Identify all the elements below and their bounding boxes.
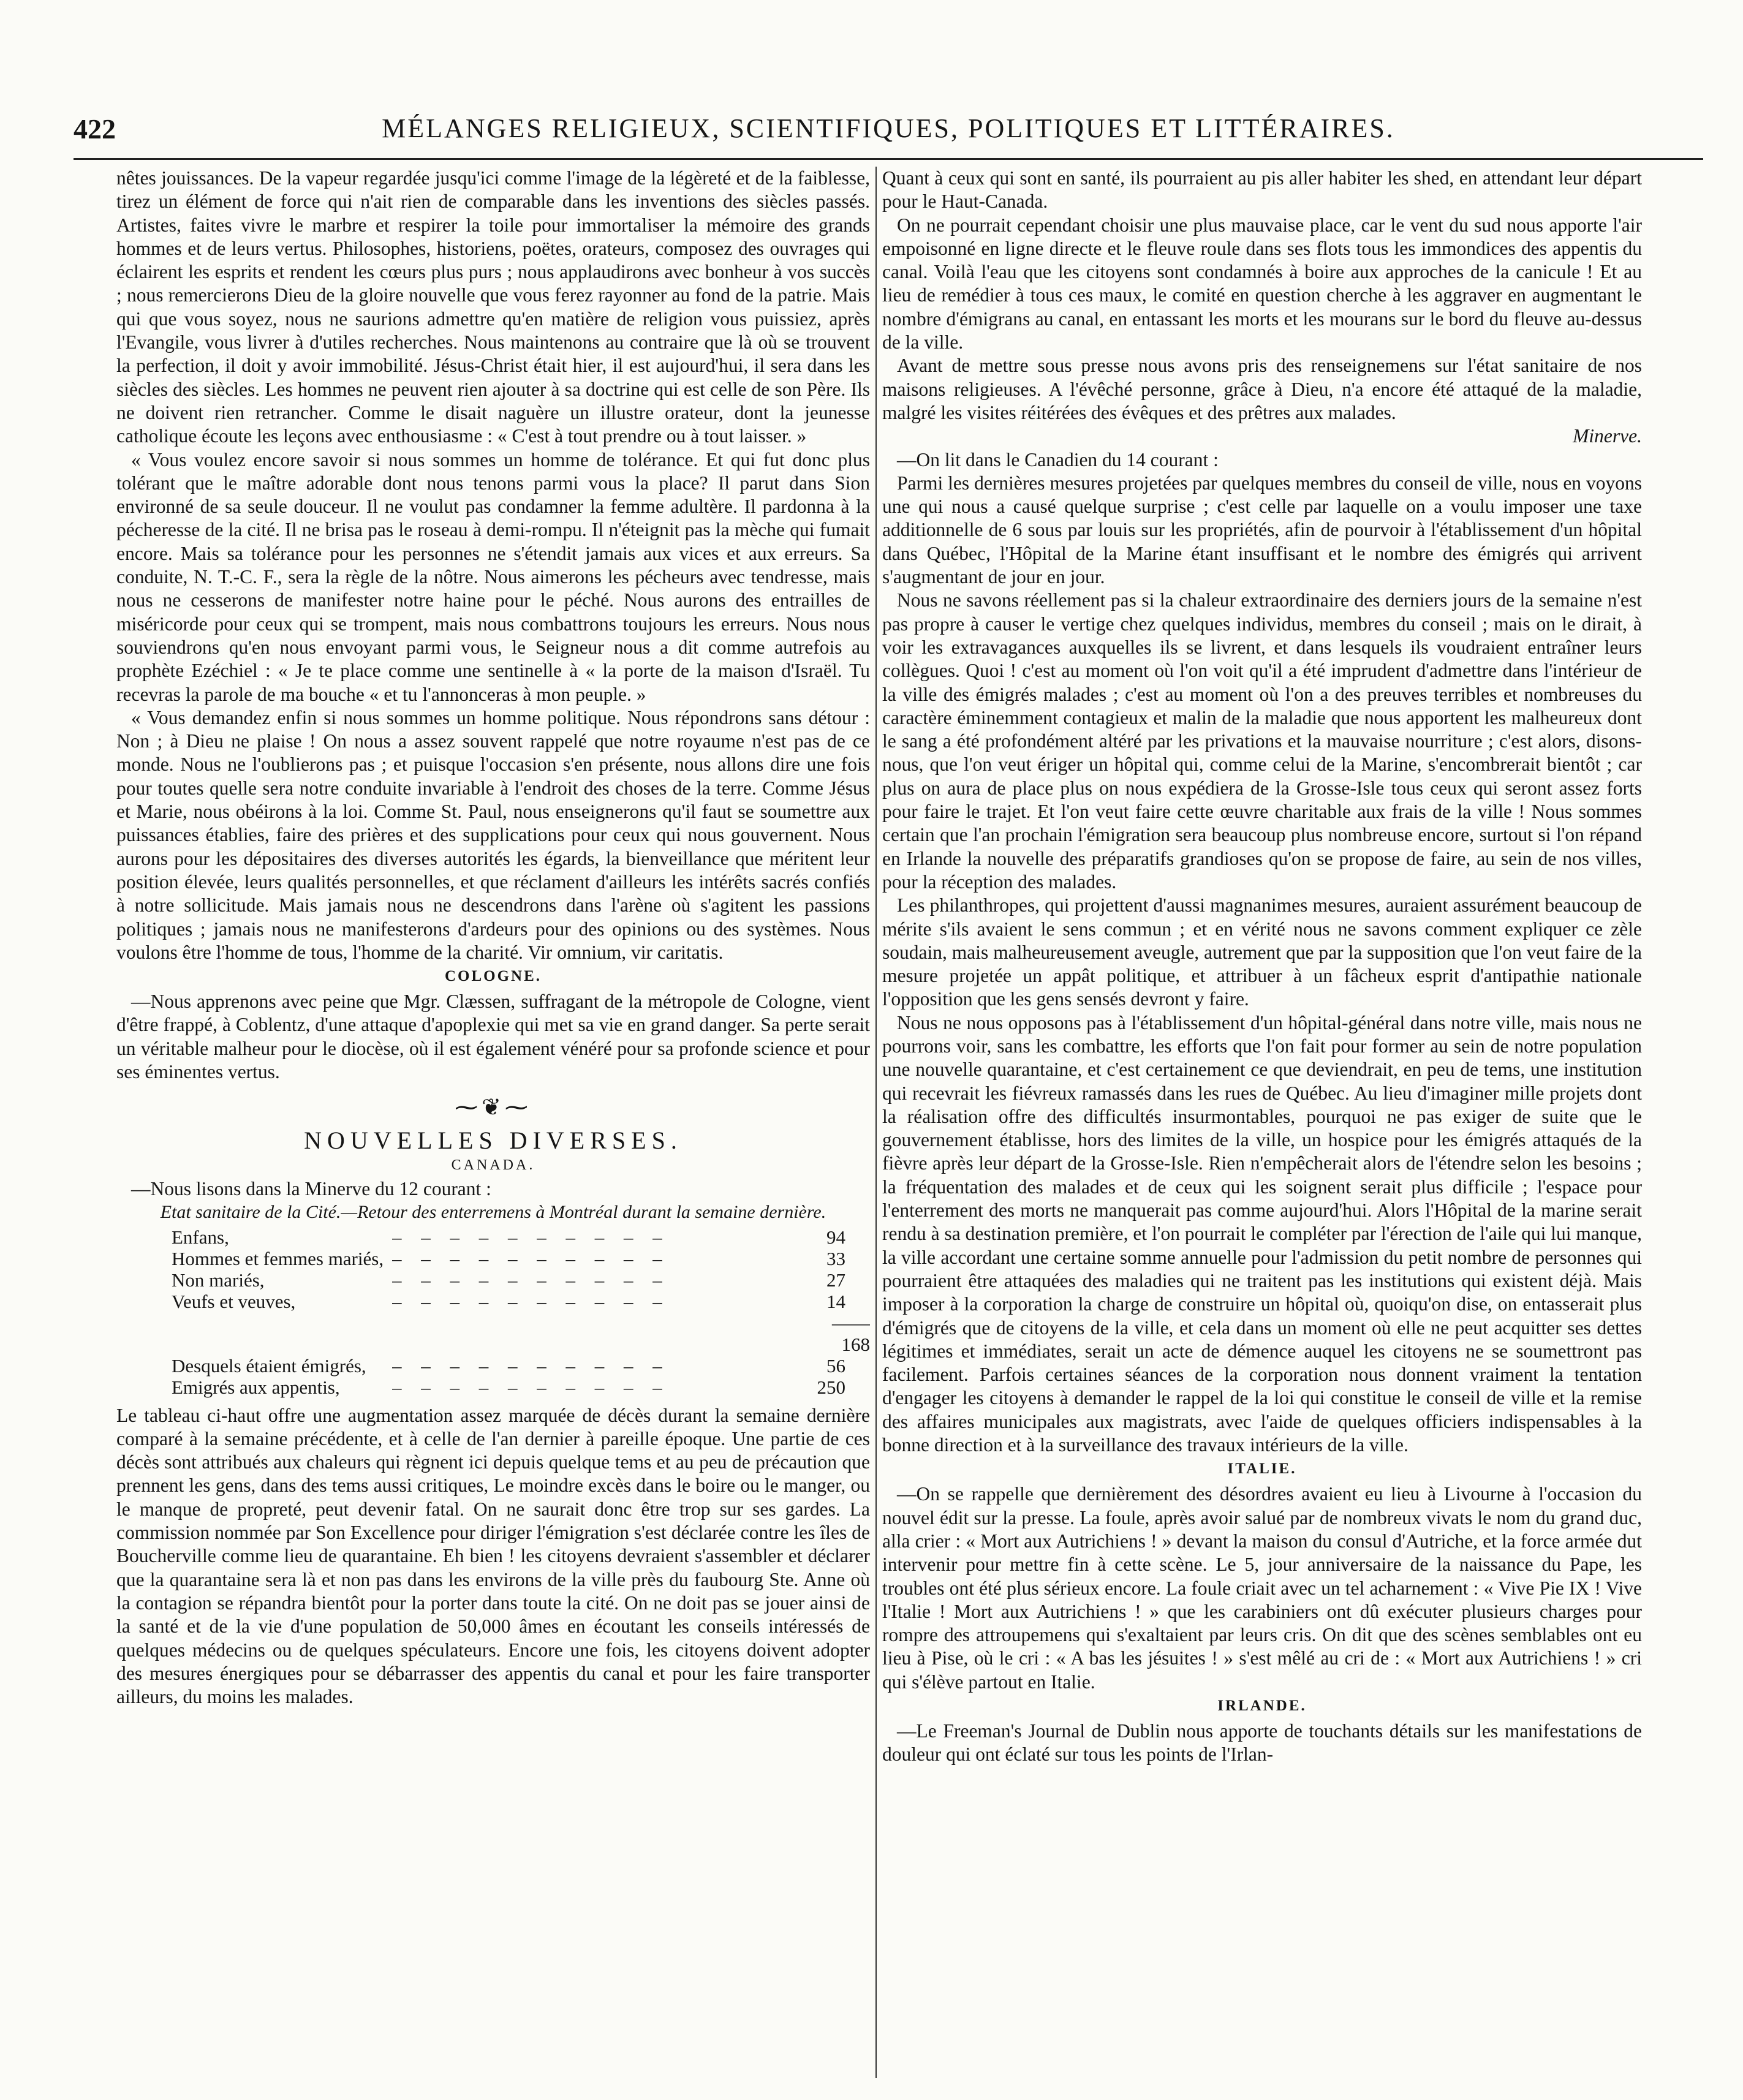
paragraph: —Le Freeman's Journal de Dublin nous apporte de touchants détails sur les manifestations de douleur qui ont éclaté sur tous les points de l'Irlan- xyxy=(882,1720,1642,1766)
table-row: Hommes et femmes mariés, – – – – – – – – – – 33 xyxy=(116,1248,870,1269)
row-value: 33 xyxy=(826,1247,845,1269)
section-heading-cologne: COLOGNE. xyxy=(444,968,542,985)
paragraph: Le tableau ci-haut offre une augmentation assez marquée de décès durant la semaine dernière comparé à la semaine précédente, et à celle de l'an dernier à pareille époque. Une partie de ces décès sont attribués aux chaleurs qui règnent ici depuis quelque tems et au peu de précaution que prennent les gens, dans des tems aussi critiques, Le moindre excès dans le boire ou le manger, ou le manque de propreté, peut devenir fatal. On ne saurait donc être trop sur ses gardes. La commission nommée par Son Excellence pour diriger l'émigration s'est déclarée contre les îles de Boucherville comme lieu de quarantaine. Eh bien ! les citoyens devraient s'assembler et déclarer que la quarantaine sera là et non pas dans les environs de la ville près du faubourg Ste. Anne où la contagion se répandra bientôt pour la porter dans toute la cité. On ne doit pas se jouer ainsi de la santé et de la vie d'une population de 50,000 âmes en écoutant les conseils intéressés de quelques médecins ou de quelques spéculateurs. Encore une fois, les citoyens doivent adopter des mesures énergiques pour se débarrasser des appentis du canal et pour les faire transporter ailleurs, du moins les malades. xyxy=(116,1404,870,1708)
row-value: 94 xyxy=(826,1226,845,1248)
paragraph: Les philanthropes, qui projettent d'aussi magnanimes mesures, auraient assurément beaucoup de mérite s'ils avaient le sens commun ; et en vérité nous ne savons comment expliquer ce zèle soudain, mais malheureusement aveugle, autrement que par la supposition que l'on veut faire de la mesure projetée un appât politique, et attribuer à un fâcheux esprit d'antipathie nationale l'opposition que les gens sensés devront y faire. xyxy=(882,894,1642,1010)
row-label: Enfans, xyxy=(172,1226,229,1248)
row-label: Hommes et femmes mariés, xyxy=(172,1247,384,1269)
row-value: 56 xyxy=(826,1354,845,1377)
paragraph: —On se rappelle que dernièrement des désordres avaient eu lieu à Livourne à l'occasion du nouvel édit sur la presse. La foule, après avoir salué par de nombreux vivats le nom du grand duc, alla crier : « Mort aux Autrichiens ! » devant la maison du consul d'Autriche, et la force armée dut intervenir pour mettre fin à cette scène. Le 5, jour anniversaire de la naissance du Pape, les troubles ont été plus sérieux encore. La foule criait avec un tel acharnement : « Vive Pie IX ! Vive l'Italie ! Mort aux Autrichiens ! » que les carabiniers ont dû exécuter plusieurs charges pour rompre des attroupemens qui s'exaltaient par leurs cris. On dit que des scènes semblables ont eu lieu à Pise, où le cri : « A bas les jésuites ! » s'est mêlé au cri de : « Mort aux Autrichiens ! » cri qui s'élève partout en Italie. xyxy=(882,1483,1642,1693)
table-total: ——168 xyxy=(832,1312,870,1355)
burial-table xyxy=(116,1226,870,1398)
running-title: MÉLANGES RELIGIEUX, SCIENTIFIQUES, POLITIQUES ET LITTÉRAIRES. xyxy=(382,113,1395,143)
paragraph: Parmi les dernières mesures projetées par quelques membres du conseil de ville, nous en voyons une qui nous a causé quelque surprise ; c'est celle par laquelle on a voulu imposer une taxe additionnelle de 6 sous par louis sur les propriétés, afin de pourvoir à l'établissement d'un hôpital dans Québec, l'Hôpital de la Marine étant insuffisant et le nombre des émigrés qui arrivent s'augmentant de jour en jour. xyxy=(882,472,1642,588)
page-header xyxy=(74,113,1703,156)
paragraph: Avant de mettre sous presse nous avons pris des renseignemens sur l'état sanitaire de nos maisons religieuses. A l'évêché personne, grâce à Dieu, n'a encore été attaqué de la maladie, malgré les visites réitérées des évêques et des prêtres aux malades. xyxy=(882,355,1642,423)
table-row: Desquels étaient émigrés, – – – – – – – – – – 56 xyxy=(116,1355,870,1377)
section-heading-canada: CANADA. xyxy=(451,1157,535,1174)
ornament-divider: ⁓❦⁓ xyxy=(455,1095,532,1121)
paragraph: —On lit dans le Canadien du 14 courant : xyxy=(897,448,1219,470)
table-caption: Etat sanitaire de la Cité.—Retour des enterremens à Montréal durant la semaine dernière. xyxy=(160,1201,826,1222)
row-label: Desquels étaient émigrés, xyxy=(172,1354,366,1377)
paragraph: Nous ne savons réellement pas si la chaleur extraordinaire des derniers jours de la semaine n'est pas propre à causer le vertige chez quelques individus, membres du conseil ; mais on le dirait, à voir les extravagances auxquelles ils se livrent, et dans lesquels ils voudraient entraîner leurs collègues. Quoi ! c'est au moment où l'on voit qu'il a été imprudent d'admettre dans l'intérieur de la ville des émigrés malades ; c'est au moment où l'on a des preuves terribles et nombreuses du caractère éminemment contagieux et malin de la maladie que nous apportent les malheureux dont le sang a été profondément altéré par les privations et la mauvaise nourriture ; c'est alors, disons-nous, que l'on veut ériger un hôpital qui, comme celui de la Marine, s'encombrerait bientôt ; car plus on aura de place plus on nous expédiera de la Grosse-Isle tous ceux qui seront assez forts pour faire le trajet. Et l'on veut faire cette œuvre charitable aux frais de la ville ! Nous sommes certain que l'an prochain l'émigration sera beaucoup plus nombreuse encore, surtout si l'on répand en Irlande la nouvelle des préparatifs grandioses qu'on se propose de faire, au sein de nos villes, pour la réception des malades. xyxy=(882,589,1642,893)
row-value: 250 xyxy=(817,1376,845,1398)
right-column xyxy=(882,167,1642,2075)
header-rule xyxy=(74,158,1703,160)
row-label: Non mariés, xyxy=(172,1269,265,1291)
paragraph: nêtes jouissances. De la vapeur regardée jusqu'ici comme l'image de la légèreté et de la faiblesse, tirez un élément de force qui n'ait rien de comparable dans les inventions des siècles passés. Artistes, faites vivre le marbre et respirer la toile pour immortaliser la mémoire des grands hommes et de leurs vertus. Philosophes, historiens, poëtes, orateurs, composez des ouvrages qui éclairent les esprits et rendent les cœurs plus purs ; nous applaudirons avec bonheur à vos succès ; nous remercierons Dieu de la gloire nouvelle que vous ferez rayonner au fond de la patrie. Mais qui que vous soyez, nous ne saurions admettre qu'en matière de religion vous puissiez, après l'Evangile, vous livrer à d'utiles recherches. Nous maintenons au contraire que là où se trouvent la perfection, il doit y avoir immobilité. Jésus-Christ était hier, il est aujourd'hui, il sera dans les siècles des siècles. Les hommes ne peuvent rien ajouter à sa doctrine qui est celle de son Père. Ils ne doivent rien retrancher. Comme le disait naguère un illustre orateur, dont la jeunesse catholique écoute les leçons avec enthousiasme : « C'est à tout prendre ou à tout laisser. » xyxy=(116,167,870,447)
paragraph: Quant à ceux qui sont en santé, ils pourraient au pis aller habiter les shed, en attendant leur départ pour le Haut-Canada. xyxy=(882,167,1642,213)
paragraph: « Vous voulez encore savoir si nous sommes un homme de tolérance. Et qui fut donc plus tolérant que le maître adorable dont nous tenons parmi vous la place? Il parut dans Sion environné de sa seule douceur. Il ne voulut pas condamner la femme adultère. Il pardonna à la pécheresse de la cité. Il ne brisa pas le roseau à demi-rompu. Il n'éteignit pas la mèche qui fumait encore. Mais sa tolérance pour les personnes ne s'étendit jamais aux vices et aux erreurs. Sa conduite, N. T.-C. F., sera la règle de la nôtre. Nous aimerons les pécheurs avec tendresse, mais nous ne cesserons de manifester notre haine pour le péché. Nous aurons des entrailles de miséricorde pour ceux qui se trompent, mais nous combattrons toujours les erreurs. Nous nous souviendrons qu'en nous envoyant parmi vous, le Seigneur nous a dit comme autrefois au prophète Ezéchiel : « Je te place comme une sentinelle à « la porte de la maison d'Israël. Tu recevras la parole de ma bouche « et tu l'annonceras à mon peuple. » xyxy=(116,448,870,705)
signature: Minerve. xyxy=(1573,425,1642,447)
table-total-row xyxy=(116,1312,870,1355)
page-number: 422 xyxy=(74,113,116,145)
paragraph: « Vous demandez enfin si nous sommes un homme politique. Nous répondrons sans détour : Non ; à Dieu ne plaise ! On nous a assez souvent rappelé que notre royaume n'est pas de ce monde. Nous ne l'oublierons pas ; et puisque l'occasion s'en présente, nous allons dire une fois pour toutes quelle sera notre conduite invariable à l'endroit des choses de la terre. Comme Jésus et Marie, nous obéirons à la loi. Comme St. Paul, nous enseignerons qu'il faut se soumettre aux puissances établies, faire des prières et des supplications pour ceux qui nous gouvernent. Nous aurons pour les dépositaires des diverses autorités les égards, la bienveillance que méritent leur position élevée, leurs qualités personnelles, et que réclament d'ailleurs les intérêts sacrés confiés à notre sollicitude. Mais jamais nous ne descendrons dans l'arène où s'agitent les passions politiques ; jamais nous ne manifesterons d'ardeurs pour des opinions ou des systèmes. Nous voulons être l'homme de tous, l'homme de la charité. Vir omnium, vir caritatis. xyxy=(116,706,870,963)
row-value: 27 xyxy=(826,1269,845,1291)
paragraph: On ne pourrait cependant choisir une plus mauvaise place, car le vent du sud nous apporte l'air empoisonné en ligne directe et le fleuve roule dans ses flots tous les immondices des appentis du canal. Voilà l'eau que les citoyens sont condamnés à boire aux approches de la canicule ! Et au lieu de remédier à tous ces maux, le comité en question cherche à les aggraver en augmentant le nombre d'émigrans au canal, en entassant les morts et les mourans sur le bord du fleuve au-dessus de la ville. xyxy=(882,214,1642,353)
section-heading-italie: ITALIE. xyxy=(1227,1460,1297,1478)
table-row: Non mariés, – – – – – – – – – – 27 xyxy=(116,1269,870,1291)
paragraph: —Nous lisons dans la Minerve du 12 courant : xyxy=(131,1178,491,1200)
paragraph: Nous ne nous opposons pas à l'établissement d'un hôpital-général dans notre ville, mais nous ne pourrons voir, sans les combattre, les efforts que l'on fait pour former au sein de notre population une nouvelle quarantaine, et c'est certainement ce que deviendrait, en peu de tems, une institution qui recevrait les fiévreux ramassés dans les rues de Québec. Au lieu d'imaginer mille projets dont la réalisation offre des difficultés insurmontables, pourquoi ne pas exiger de suite que le gouvernement établisse, hors des limites de la ville, un hospice pour les émigrés attaqués de la fièvre après leur départ de la Grosse-Isle. Rien n'empêcherait alors de l'étendre selon les besoins ; la fréquentation des malades et de ceux qui les soignent serait plus difficile ; l'espace pour l'enterrement des morts ne manquerait pas comme aujourd'hui. Alors l'Hôpital de la marine serait rendu à sa destination première, et l'on pourrait le compléter par l'érection de l'aile qui lui manque, la ville accordant une certaine somme annuelle pour l'admission du petit nombre de personnes qui pourraient être attaquées des maladies qui ne traitent pas les institutions qui existent déjà. Mais imposer à la corporation la charge de construire un hôpital où, quoiqu'on dise, on entasserait plus d'émigrés que de citoyens de la ville, et cela dans un moment où elle ne peut acquitter ses dettes légitimes et immédiates, serait un acte de démence auquel les citoyens ne se soumettront pas facilement. Parfois certaines séances de la corporation nous donnent vraiment la tentation d'engager les citoyens à demander le rappel de la loi qui constitue le conseil de ville et la remise des affaires municipales aux magistrats, avec l'aide de quelques officiers indispensables à la bonne direction et à la surveillance des travaux intérieurs de la ville. xyxy=(882,1011,1642,1456)
column-divider xyxy=(875,167,877,2078)
row-label: Veufs et veuves, xyxy=(172,1290,296,1312)
section-heading-irlande: IRLANDE. xyxy=(1217,1698,1307,1714)
left-column xyxy=(116,167,870,2075)
section-title-nouvelles: NOUVELLES DIVERSES. xyxy=(304,1127,682,1155)
table-row: Veufs et veuves, – – – – – – – – – – 14 xyxy=(116,1291,870,1312)
table-row: Enfans, – – – – – – – – – – 94 xyxy=(116,1226,870,1248)
row-value: 14 xyxy=(826,1290,845,1312)
table-row: Emigrés aux appentis, – – – – – – – – – – 250 xyxy=(116,1377,870,1398)
row-label: Emigrés aux appentis, xyxy=(172,1376,340,1398)
paragraph: —Nous apprenons avec peine que Mgr. Clæssen, suffragant de la métropole de Cologne, vient d'être frappé, à Coblentz, d'une attaque d'apoplexie qui met sa vie en grand danger. Sa perte serait un véritable malheur pour le diocèse, où il est également vénéré pour sa profonde science et pour ses éminentes vertus. xyxy=(116,991,870,1082)
